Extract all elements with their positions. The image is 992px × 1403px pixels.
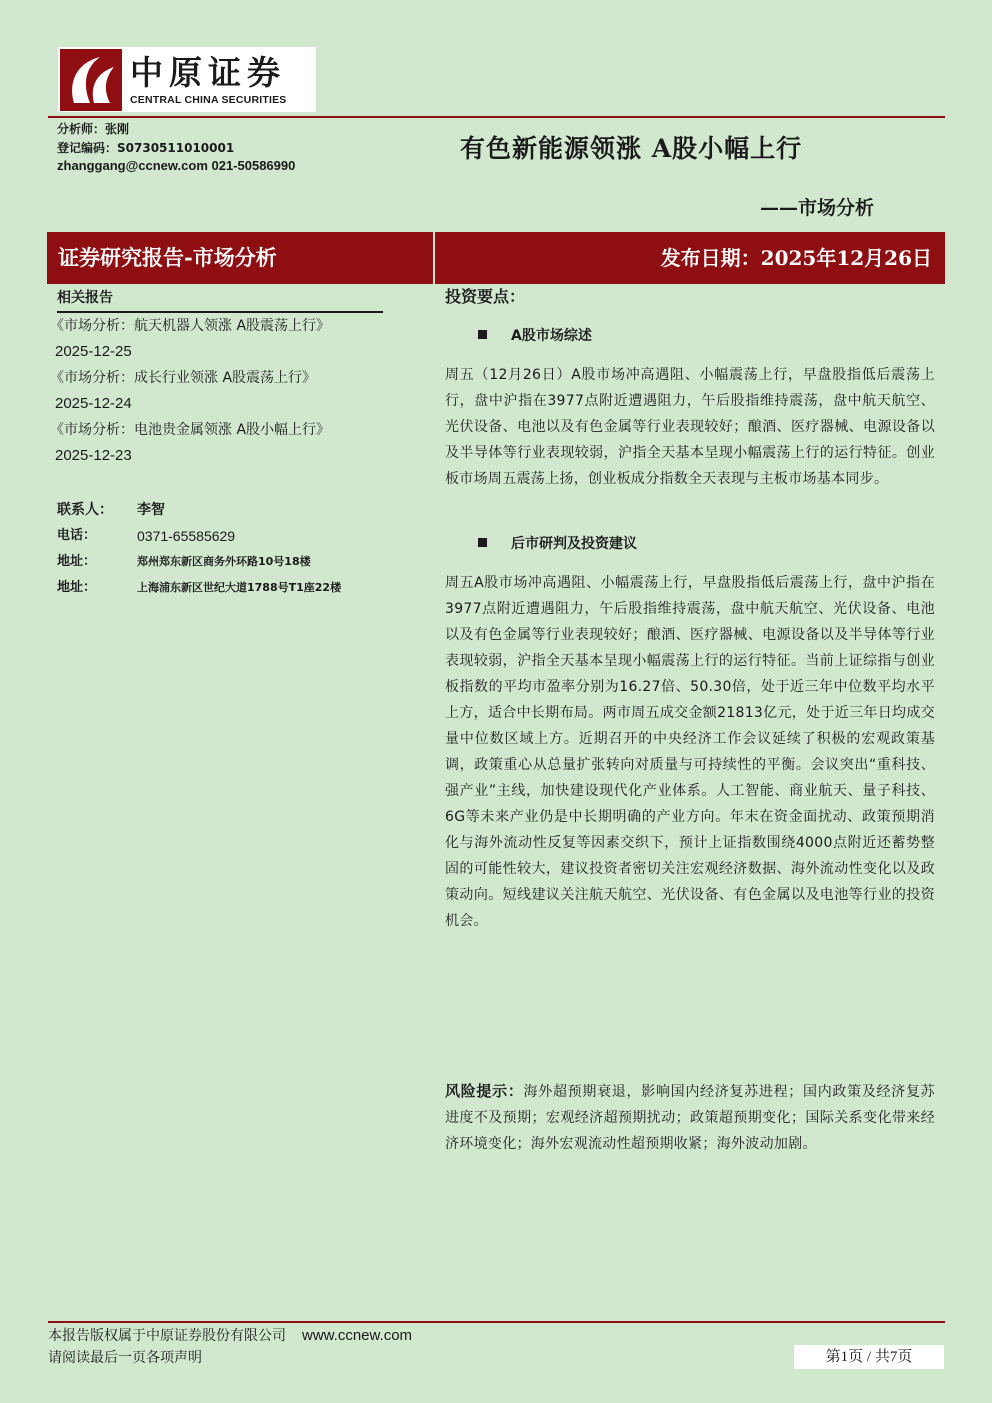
section-title: 后市研判及投资建议	[511, 536, 637, 552]
logo-chinese-text: 中原证券	[130, 52, 286, 92]
investment-highlights-heading: 投资要点：	[445, 287, 526, 306]
report-subtitle: ——市场分析	[760, 197, 875, 219]
related-reports-heading: 相关报告	[57, 290, 113, 306]
registration-code: 登记编码：S0730511010001	[57, 141, 235, 155]
company-logo	[58, 47, 316, 112]
page-indicator: 第1页 / 共7页	[794, 1345, 944, 1369]
contact-person-label: 联系人：	[57, 502, 113, 518]
square-bullet-icon	[478, 538, 487, 547]
address-label: 地址：	[57, 554, 97, 569]
address-label: 地址：	[57, 580, 97, 595]
risk-text: 海外超预期衰退，影响国内经济复苏进程；国内政策及经济复苏进度不及预期；宏观经济超预期扰动；政策超预期变化；国际关系变化带来经济环境变化；海外宏观流动性超预期收紧；海外波动加剧。	[445, 1084, 935, 1152]
related-reports-divider	[57, 311, 383, 313]
phone-label: 电话：	[57, 528, 97, 543]
analyst-name: 分析师：张刚	[57, 122, 130, 136]
risk-label: 风险提示：	[445, 1082, 524, 1100]
address-shanghai: 上海浦东新区世纪大道1788号T1座22楼	[137, 581, 342, 594]
footer-copyright-line	[48, 1325, 412, 1347]
header-divider	[48, 116, 945, 118]
related-report-date: 2025-12-23	[55, 447, 132, 464]
website-link[interactable]: www.ccnew.com	[302, 1327, 413, 1344]
section-heading	[478, 533, 637, 555]
report-category: 证券研究报告-市场分析	[58, 245, 277, 270]
copyright-text: 本报告版权属于中原证券股份有限公司	[48, 1328, 286, 1344]
square-bullet-icon	[478, 330, 487, 339]
address-zhengzhou: 郑州郑东新区商务外环路10号18楼	[137, 555, 311, 568]
section-title: A股市场综述	[511, 328, 592, 344]
report-title: 有色新能源领涨 A股小幅上行	[460, 134, 803, 163]
footer-divider	[48, 1321, 945, 1323]
publish-date: 发布日期：2025年12月26日	[660, 246, 932, 270]
section-heading	[478, 325, 592, 347]
related-report-date: 2025-12-25	[55, 343, 132, 360]
logo-mark-icon	[60, 49, 122, 111]
related-report-link[interactable]: 《市场分析：电池贵金属领涨 A股小幅上行》	[50, 422, 331, 438]
logo-english-text: CENTRAL CHINA SECURITIES	[130, 93, 287, 106]
banner-divider	[433, 232, 435, 284]
risk-warning	[445, 1078, 935, 1157]
disclaimer-notice: 请阅读最后一页各项声明	[48, 1350, 202, 1366]
contact-person: 李智	[137, 502, 165, 518]
market-review-paragraph: 周五（12月26日）A股市场冲高遇阻、小幅震荡上行，早盘股指低后震荡上行，盘中沪指在3977点附近遭遇阻力，午后股指维持震荡，盘中航天航空、光伏设备、电池以及有色金属等行业表现较好；酿酒、医疗器械、电源设备以及半导体等行业表现较弱，沪指全天基本呈现小幅震荡上行的运行特征。创业板市场周五震荡上扬，创业板成分指数全天表现与主板市场基本同步。	[445, 367, 935, 487]
analyst-contact: zhanggang@ccnew.com 021-50586990	[57, 158, 296, 173]
phone-number: 0371-65585629	[137, 528, 236, 544]
related-report-link[interactable]: 《市场分析：成长行业领涨 A股震荡上行》	[50, 370, 317, 386]
related-report-link[interactable]: 《市场分析：航天机器人领涨 A股震荡上行》	[50, 318, 331, 334]
related-report-date: 2025-12-24	[55, 395, 132, 412]
outlook-paragraph: 周五A股市场冲高遇阻、小幅震荡上行，早盘股指低后震荡上行，盘中沪指在3977点附近遭遇阻力，午后股指维持震荡，盘中航天航空、光伏设备、电池以及有色金属等行业表现较好；酿酒、医疗器械、电源设备以及半导体等行业表现较弱，沪指全天基本呈现小幅震荡上行的运行特征。当前上证综指与创业板指数的平均市盈率分别为16.27倍、50.30倍，处于近三年中位数平均水平上方，适合中长期布局。两市周五成交金额21813亿元，处于近三年日均成交量中位数区域上方。近期召开的中央经济工作会议延续了积极的宏观政策基调，政策重心从总量扩张转向对质量与可持续性的平衡。会议突出“重科技、强产业”主线，加快建设现代化产业体系。人工智能、商业航天、量子科技、6G等未来产业仍是中长期明确的产业方向。年末在资金面扰动、政策预期消化与海外流动性反复等因素交织下，预计上证指数围绕4000点附近还蓄势整固的可能性较大，建议投资者密切关注宏观经济数据、海外流动性变化以及政策动向。短线建议关注航天航空、光伏设备、有色金属以及电池等行业的投资机会。	[445, 575, 935, 929]
